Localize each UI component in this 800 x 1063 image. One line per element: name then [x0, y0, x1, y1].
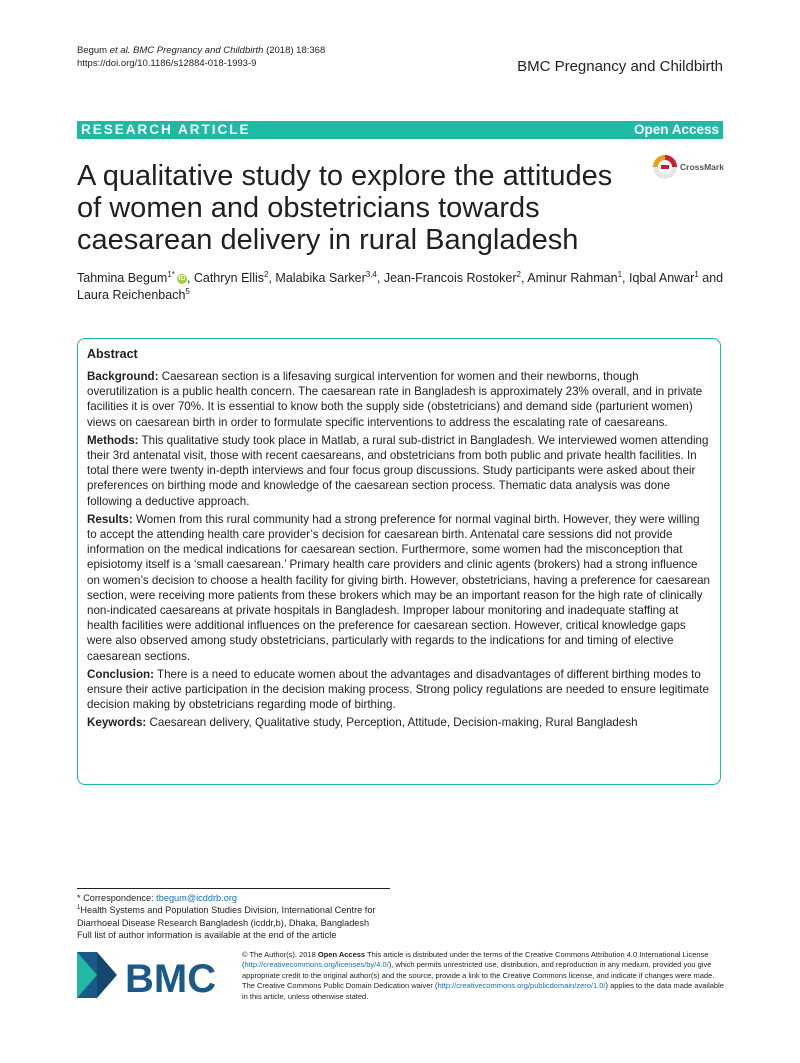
copyright: © The Author(s). 2018 — [242, 950, 316, 959]
background-text: Caesarean section is a lifesaving surgical intervention for women and their newborns, though overutilization is a public health concern. The caesarean rate in Bangladesh is approximately 23% overall, and in private facilities it is over 70%. It is essential to know both the supply side (obstetricians) and demand side (parturient women) views on caesarean birth in order to formulate specific interventions to address the escalating rate of caesareans. — [87, 370, 703, 429]
author-affiliation-sup: 5 — [185, 286, 190, 296]
author-list — [77, 270, 727, 304]
citation-line — [77, 44, 325, 57]
author-affiliation-sup: 3,4 — [365, 269, 377, 279]
full-author-info: Full list of author information is available at the end of the article — [77, 930, 337, 941]
background-label: Background: — [87, 370, 159, 383]
author-separator: , — [268, 271, 276, 285]
keywords-text: Caesarean delivery, Qualitative study, Perception, Attitude, Decision-making, Rural Bangladesh — [149, 716, 638, 730]
license-text-3: ) applies to the data made available in this article, unless otherwise stated. — [242, 981, 724, 1001]
author-name[interactable]: Aminur Rahman — [527, 271, 618, 285]
correspondence-email[interactable]: tbegum@icddrb.org — [156, 893, 237, 903]
author-affiliation-sup: 1 — [694, 269, 699, 279]
abstract-keywords — [87, 715, 711, 730]
article-title: A qualitative study to explore the attitudes of women and obstetricians towards caesarean delivery in rural Bangladesh — [77, 160, 613, 256]
author-name[interactable]: Iqbal Anwar — [628, 271, 695, 285]
conclusion-text: There is a need to educate women about the advantages and disadvantages of different birthing modes to ensure their active participation in the decision making process. Strong policy regulations are needed to ensure legitimate decision making by obstetricians regarding mode of birthing. — [87, 667, 709, 712]
citation-detail: (2018) 18:368 — [266, 45, 326, 56]
article-type: RESEARCH ARTICLE — [81, 122, 251, 137]
license-link-cc-by[interactable]: http://creativecommons.org/licenses/by/4.0/ — [244, 960, 389, 970]
author-affiliation-sup: 1* — [167, 269, 175, 279]
bmc-logo-text: BMC — [125, 957, 217, 1001]
affiliation-text: Health Systems and Population Studies Division, International Centre for Diarrhoeal Disease Research Bangladesh (icddr,b), Dhaka, Bangladesh — [77, 905, 376, 928]
author-separator: , — [622, 271, 629, 285]
results-label: Results: — [87, 512, 133, 526]
open-access-label: Open Access — [633, 122, 719, 137]
license-text-2: ), which permits unrestricted use, distribution, and reproduction in any medium, provided you give appropriate credit to the original author(s) and the source, provide a link to the Creative Commons license, and indicate if changes were made. The Creative Commons Public Domain Dedication waiver ( — [242, 960, 715, 991]
doi-link[interactable]: https://doi.org/10.1186/s12884-018-1993-9 — [77, 58, 257, 69]
license-link-cc0[interactable]: http://creativecommons.org/publicdomain/zero/1.0/ — [437, 981, 606, 991]
orcid-icon[interactable]: iD — [178, 274, 186, 282]
abstract-heading: Abstract — [87, 347, 138, 361]
methods-label: Methods: — [87, 433, 139, 447]
abstract-background — [87, 369, 711, 430]
author-separator: , — [520, 271, 528, 285]
abstract-results — [87, 512, 711, 664]
bmc-logo — [77, 948, 227, 1002]
affiliation-line — [77, 904, 390, 929]
author-separator: , — [186, 271, 194, 285]
license-text-1: This article is distributed under the terms of the Creative Commons Attribution 4.0 International License ( — [242, 950, 709, 970]
correspondence-label: * Correspondence: — [77, 893, 154, 903]
correspondence-block — [77, 888, 390, 942]
author-separator: , — [376, 271, 384, 285]
affiliation-sup: 1 — [77, 905, 81, 912]
license-open-access: Open Access — [317, 950, 366, 959]
article-banner — [77, 121, 723, 139]
author-separator: and — [698, 271, 724, 285]
author-name[interactable]: Tahmina Begum — [77, 271, 168, 285]
citation-author: Begum — [77, 45, 108, 56]
crossmark-label: CrossMark — [680, 162, 724, 172]
author-affiliation-sup: 1 — [617, 269, 623, 279]
author-affiliation-sup: 2 — [516, 269, 521, 279]
citation-etal: et al. — [109, 45, 131, 56]
license-text — [242, 950, 724, 1002]
correspondence-line — [77, 892, 390, 904]
abstract-conclusion — [87, 667, 711, 713]
author-affiliation-sup: 2 — [264, 269, 269, 279]
author-name[interactable]: Laura Reichenbach — [77, 288, 186, 302]
abstract-box — [77, 338, 721, 785]
author-name[interactable]: Cathryn Ellis — [193, 271, 265, 285]
keywords-label: Keywords: — [87, 716, 147, 730]
abstract-methods — [87, 433, 711, 509]
conclusion-label: Conclusion: — [87, 667, 154, 681]
citation-journal: BMC Pregnancy and Childbirth — [133, 45, 264, 56]
author-name[interactable]: Jean-Francois Rostoker — [383, 271, 517, 285]
journal-name: BMC Pregnancy and Childbirth — [517, 58, 723, 75]
methods-text: This qualitative study took place in Matlab, a rural sub-district in Bangladesh. We interviewed women attending their 3rd antenatal visit, those with recent caesareans, and obstetricians from both public and private health facilities. In total there were twenty in-depth interviews and four focus group discussions. Study participants were asked about their preferences on birthing mode and knowledge of the caesarean section process. Thematic data analysis was done following a deductive approach. — [87, 433, 709, 508]
citation-header — [77, 44, 325, 70]
crossmark-icon[interactable] — [652, 152, 727, 182]
author-name[interactable]: Malabika Sarker — [275, 271, 366, 285]
results-text: Women from this rural community had a strong preference for normal vaginal birth. However, they were willing to accept the attending health care provider’s decision for caesarean birth. Antenatal care sessions did not provide information on the medical indications for caesarean section. Furthermore, some women had the misconception that episiotomy itself is a ‘small caesarean.’ Primary health care providers and clinic agents (brokers) had a strong influence on women’s decision to choose a health facility for giving birth. However, obstetricians, having a preference for caesarean section, were receiving more patients from these brokers which may be an important reason for the high rate of clinically non-indicated caesareans at private hospitals in Bangladesh. Improper labour monitoring and inadequate staffing at health facilities were additional influences on the preference for caesarean section. However, critical knowledge gaps were also observed among study obstetricians, particularly with regards to the indications for and timing of elective caesarean sections. — [87, 512, 710, 663]
